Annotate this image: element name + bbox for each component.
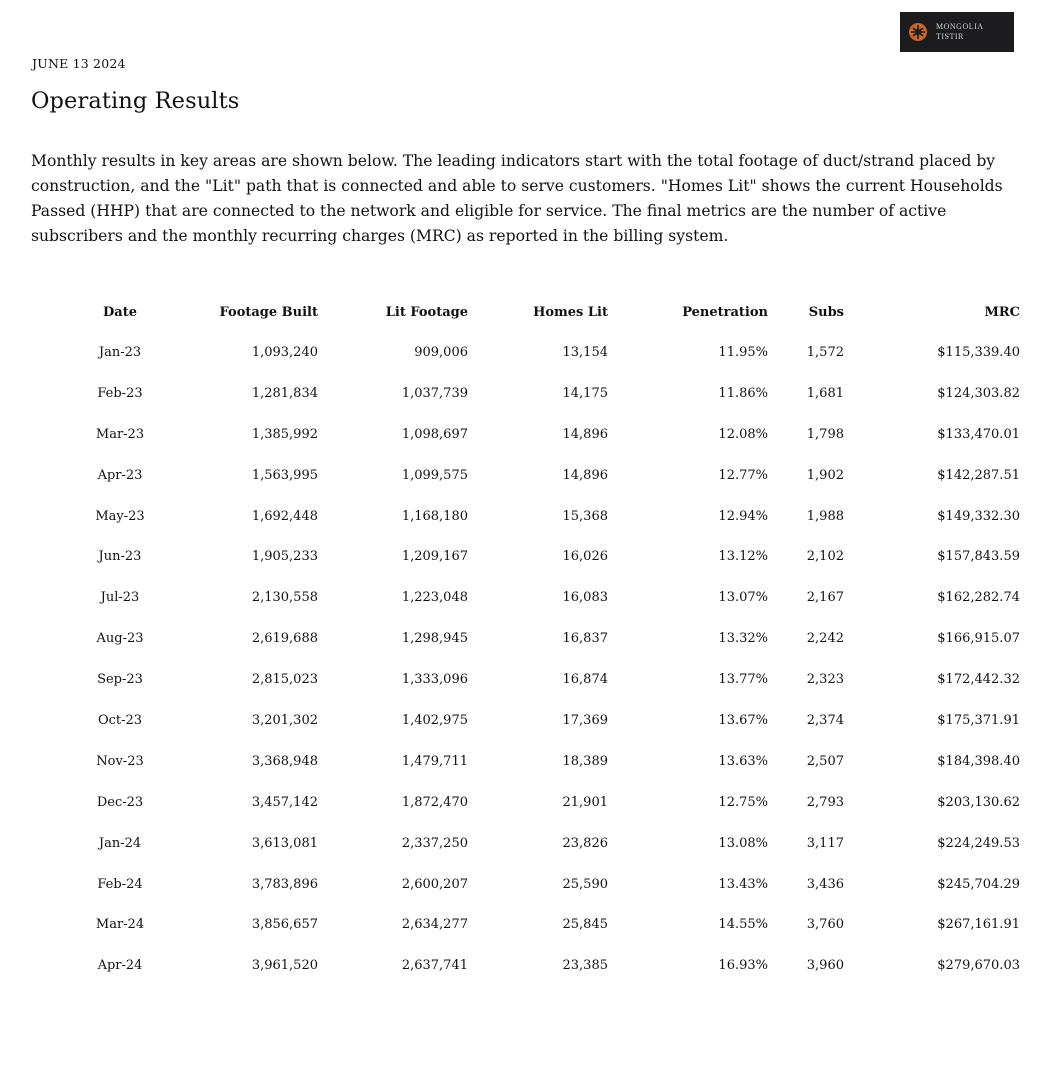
table-row xyxy=(40,373,1020,414)
cell-lit-footage: 1,333,096 xyxy=(401,672,468,688)
table-body xyxy=(40,332,1020,986)
intro-paragraph: Monthly results in key areas are shown below. The leading indicators start with the total footage of duct/strand placed by construction, and the "Lit" path that is connected and able to serve customers. "Homes Lit" shows the current Households Passed (HHP) that are connected to the network and eligible for service. The final metrics are the number of active subscribers and the monthly recurring charges (MRC) as reported in the billing system. xyxy=(31,152,1003,245)
company-logo xyxy=(900,12,1014,52)
cell-homes-lit: 23,385 xyxy=(562,958,608,974)
cell-footage-built: 1,093,240 xyxy=(251,344,318,360)
cell-mrc: $279,670.03 xyxy=(937,958,1020,974)
cell-lit-footage: 1,402,975 xyxy=(401,712,468,728)
cell-homes-lit: 17,369 xyxy=(562,712,608,728)
table-header-row xyxy=(40,292,1020,332)
cell-penetration: 16.93% xyxy=(718,958,768,974)
cell-homes-lit: 16,026 xyxy=(562,549,608,565)
cell-homes-lit: 23,826 xyxy=(562,835,608,851)
cell-subs: 2,102 xyxy=(806,549,844,565)
cell-date: Dec-23 xyxy=(96,794,144,810)
cell-lit-footage: 1,209,167 xyxy=(401,549,468,565)
cell-penetration: 12.75% xyxy=(718,794,768,810)
header-mrc: MRC xyxy=(984,304,1020,320)
cell-mrc: $162,282.74 xyxy=(937,590,1020,606)
cell-footage-built: 3,856,657 xyxy=(251,917,318,933)
page-title: Operating Results xyxy=(31,88,240,114)
cell-footage-built: 3,457,142 xyxy=(251,794,318,810)
cell-penetration: 12.77% xyxy=(718,467,768,483)
cell-mrc: $172,442.32 xyxy=(937,672,1020,688)
cell-penetration: 13.77% xyxy=(718,672,768,688)
table-row xyxy=(40,536,1020,577)
cell-homes-lit: 16,837 xyxy=(562,631,608,647)
cell-penetration: 13.08% xyxy=(718,835,768,851)
cell-subs: 1,681 xyxy=(806,385,844,401)
cell-date: Jan-23 xyxy=(98,344,142,360)
table-row xyxy=(40,577,1020,618)
cell-homes-lit: 14,896 xyxy=(562,426,608,442)
cell-homes-lit: 16,083 xyxy=(562,590,608,606)
cell-footage-built: 1,281,834 xyxy=(251,385,318,401)
table-row xyxy=(40,864,1020,905)
cell-date: Apr-24 xyxy=(97,958,143,974)
cell-homes-lit: 18,389 xyxy=(562,753,608,769)
cell-date: Mar-23 xyxy=(95,426,145,442)
logo-line-1: MONGOLIA xyxy=(936,22,984,31)
cell-footage-built: 3,961,520 xyxy=(251,958,318,974)
cell-lit-footage: 1,037,739 xyxy=(401,385,468,401)
logo-emblem-icon xyxy=(906,20,930,44)
cell-date: Mar-24 xyxy=(95,917,145,933)
cell-date: Sep-23 xyxy=(97,672,143,688)
cell-footage-built: 1,692,448 xyxy=(251,508,318,524)
cell-homes-lit: 15,368 xyxy=(562,508,608,524)
cell-date: Nov-23 xyxy=(96,753,144,769)
table-row xyxy=(40,904,1020,945)
cell-date: Feb-24 xyxy=(97,876,143,892)
cell-penetration: 13.32% xyxy=(718,631,768,647)
cell-date: Apr-23 xyxy=(97,467,143,483)
cell-lit-footage: 1,168,180 xyxy=(401,508,468,524)
cell-penetration: 13.07% xyxy=(718,590,768,606)
cell-penetration: 11.95% xyxy=(718,344,768,360)
cell-mrc: $224,249.53 xyxy=(937,835,1020,851)
cell-date: Jun-23 xyxy=(98,549,142,565)
cell-subs: 1,572 xyxy=(806,344,844,360)
cell-mrc: $124,303.82 xyxy=(937,385,1020,401)
header-lit-footage: Lit Footage xyxy=(385,304,468,320)
cell-lit-footage: 1,099,575 xyxy=(401,467,468,483)
cell-footage-built: 1,385,992 xyxy=(251,426,318,442)
cell-subs: 2,793 xyxy=(806,794,844,810)
header-footage-built: Footage Built xyxy=(219,304,318,320)
cell-penetration: 13.63% xyxy=(718,753,768,769)
cell-penetration: 13.67% xyxy=(718,712,768,728)
table-row xyxy=(40,332,1020,373)
table-row xyxy=(40,823,1020,864)
cell-homes-lit: 21,901 xyxy=(562,794,608,810)
cell-mrc: $184,398.40 xyxy=(937,753,1020,769)
cell-mrc: $133,470.01 xyxy=(937,426,1020,442)
cell-homes-lit: 16,874 xyxy=(562,672,608,688)
cell-penetration: 11.86% xyxy=(718,385,768,401)
cell-date: Jul-23 xyxy=(100,590,140,606)
cell-lit-footage: 1,223,048 xyxy=(401,590,468,606)
cell-mrc: $149,332.30 xyxy=(937,508,1020,524)
cell-penetration: 14.55% xyxy=(718,917,768,933)
cell-mrc: $166,915.07 xyxy=(937,631,1020,647)
header-subs: Subs xyxy=(808,304,844,320)
cell-mrc: $267,161.91 xyxy=(937,917,1020,933)
cell-subs: 3,117 xyxy=(806,835,844,851)
cell-penetration: 12.94% xyxy=(718,508,768,524)
cell-homes-lit: 25,845 xyxy=(562,917,608,933)
header-date: Date xyxy=(103,304,137,320)
cell-subs: 2,167 xyxy=(806,590,844,606)
cell-subs: 3,436 xyxy=(806,876,844,892)
cell-lit-footage: 2,637,741 xyxy=(401,958,468,974)
cell-footage-built: 2,815,023 xyxy=(251,672,318,688)
cell-date: May-23 xyxy=(95,508,145,524)
logo-wordmark xyxy=(936,22,984,42)
cell-lit-footage: 2,337,250 xyxy=(401,835,468,851)
cell-lit-footage: 1,479,711 xyxy=(401,753,468,769)
table-row xyxy=(40,496,1020,537)
table-row xyxy=(40,700,1020,741)
cell-lit-footage: 2,634,277 xyxy=(401,917,468,933)
cell-date: Oct-23 xyxy=(97,712,143,728)
cell-footage-built: 3,201,302 xyxy=(251,712,318,728)
cell-mrc: $175,371.91 xyxy=(937,712,1020,728)
cell-mrc: $203,130.62 xyxy=(937,794,1020,810)
cell-penetration: 13.12% xyxy=(718,549,768,565)
cell-lit-footage: 2,600,207 xyxy=(401,876,468,892)
logo-line-2: TISTIR xyxy=(936,32,964,41)
cell-mrc: $142,287.51 xyxy=(937,467,1020,483)
table-row xyxy=(40,945,1020,986)
table-row xyxy=(40,455,1020,496)
cell-lit-footage: 1,098,697 xyxy=(401,426,468,442)
cell-footage-built: 3,368,948 xyxy=(251,753,318,769)
cell-footage-built: 3,783,896 xyxy=(251,876,318,892)
cell-penetration: 13.43% xyxy=(718,876,768,892)
cell-subs: 2,242 xyxy=(806,631,844,647)
cell-lit-footage: 909,006 xyxy=(414,344,468,360)
cell-homes-lit: 14,175 xyxy=(562,385,608,401)
cell-footage-built: 2,619,688 xyxy=(251,631,318,647)
cell-subs: 3,760 xyxy=(806,917,844,933)
cell-date: Jan-24 xyxy=(98,835,142,851)
cell-subs: 3,960 xyxy=(806,958,844,974)
table-row xyxy=(40,659,1020,700)
header-homes-lit: Homes Lit xyxy=(533,304,608,320)
table-row xyxy=(40,618,1020,659)
cell-homes-lit: 25,590 xyxy=(562,876,608,892)
operating-results-table xyxy=(40,292,1020,986)
cell-footage-built: 2,130,558 xyxy=(251,590,318,606)
cell-subs: 1,988 xyxy=(806,508,844,524)
cell-penetration: 12.08% xyxy=(718,426,768,442)
cell-lit-footage: 1,872,470 xyxy=(401,794,468,810)
cell-homes-lit: 13,154 xyxy=(562,344,608,360)
header-penetration: Penetration xyxy=(682,304,768,320)
cell-mrc: $157,843.59 xyxy=(937,549,1020,565)
table-row xyxy=(40,414,1020,455)
cell-subs: 2,507 xyxy=(806,753,844,769)
cell-subs: 1,798 xyxy=(806,426,844,442)
cell-footage-built: 1,563,995 xyxy=(251,467,318,483)
cell-lit-footage: 1,298,945 xyxy=(401,631,468,647)
table-row xyxy=(40,782,1020,823)
cell-mrc: $115,339.40 xyxy=(937,344,1020,360)
cell-subs: 2,374 xyxy=(806,712,844,728)
report-date: JUNE 13 2024 xyxy=(32,56,126,71)
cell-subs: 1,902 xyxy=(806,467,844,483)
table-row xyxy=(40,741,1020,782)
cell-footage-built: 3,613,081 xyxy=(251,835,318,851)
cell-homes-lit: 14,896 xyxy=(562,467,608,483)
cell-subs: 2,323 xyxy=(806,672,844,688)
cell-date: Feb-23 xyxy=(97,385,143,401)
cell-date: Aug-23 xyxy=(96,631,144,647)
cell-footage-built: 1,905,233 xyxy=(251,549,318,565)
cell-mrc: $245,704.29 xyxy=(937,876,1020,892)
